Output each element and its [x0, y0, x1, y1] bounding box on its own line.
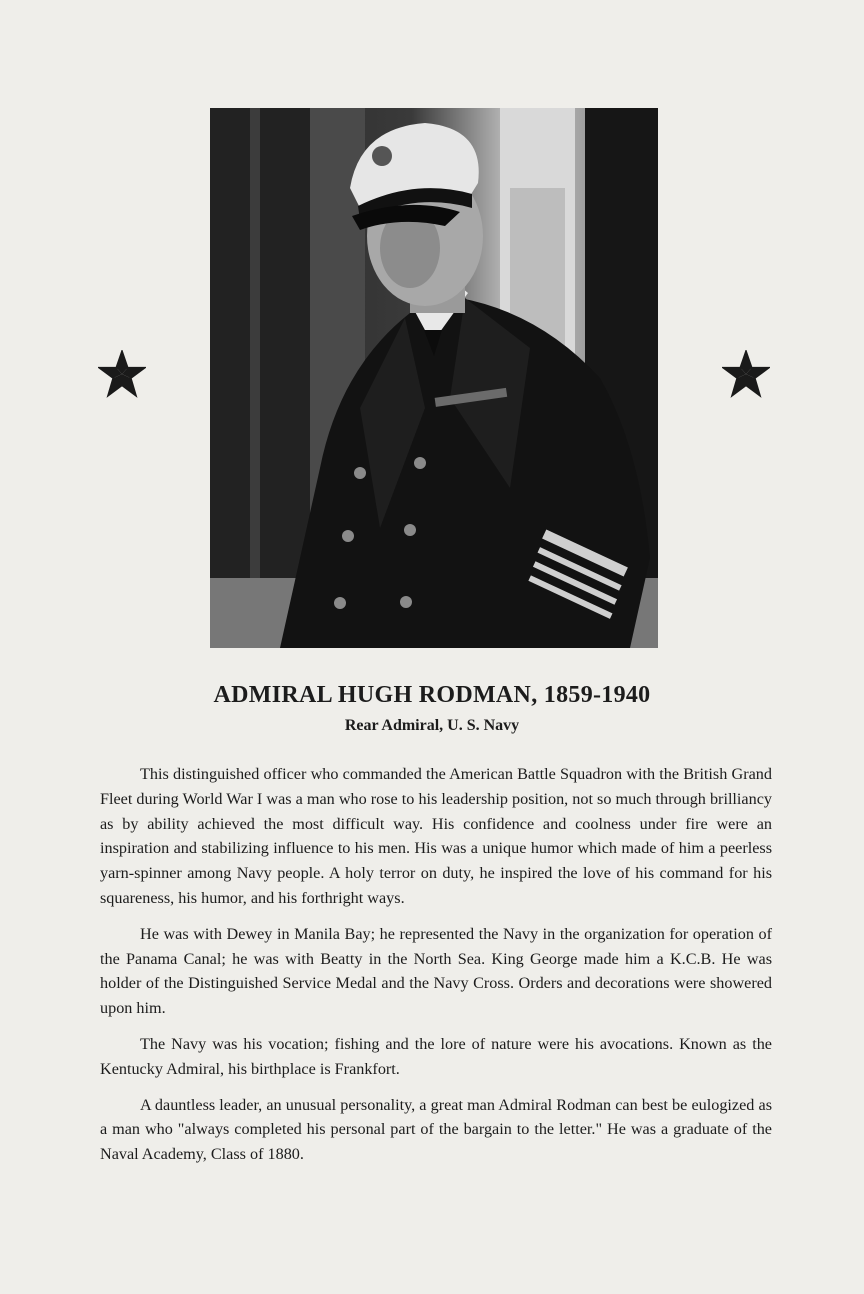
paragraph-2: He was with Dewey in Manila Bay; he represented the Navy in the organization for operation of the Panama Canal; he was with Beatty in the North Sea. King George made him a K.C.B. He was holder of the Distinguished Service Medal and the Navy Cross. Orders and decorations were showered upon him.: [100, 924, 772, 1018]
page-subtitle: Rear Admiral, U. S. Navy: [344, 717, 520, 734]
star-icon-right: [722, 350, 770, 398]
page-title: ADMIRAL HUGH RODMAN, 1859-1940: [213, 682, 651, 708]
paragraph-4: A dauntless leader, an unusual personality, a great man Admiral Rodman can best be eulogized as a man who "always completed his personal part of the bargain to the letter." He was a graduate of the Naval Academy, Class of 1880.: [100, 1095, 772, 1164]
admiral-portrait-photo: [210, 108, 658, 648]
paragraph-1: This distinguished officer who commanded the American Battle Squadron with the British Grand Fleet during World War I was a man who rose to his leadership position, not so much through brilliancy as by ability achieved the most difficult way. His confidence and coolness under fire were an inspiration and stabilizing influence to his men. His was a unique humor which made of him a peerless yarn-spinner among Navy people. A holy terror on duty, he inspired the love of his command for his squareness, his humor, and his forthright ways.: [100, 765, 772, 907]
biography-text: [100, 762, 772, 1178]
star-icon-left: [98, 350, 146, 398]
paragraph-3: The Navy was his vocation; fishing and the lore of nature were his avocations. Known as the Kentucky Admiral, his birthplace is Frankfort.: [100, 1034, 772, 1078]
